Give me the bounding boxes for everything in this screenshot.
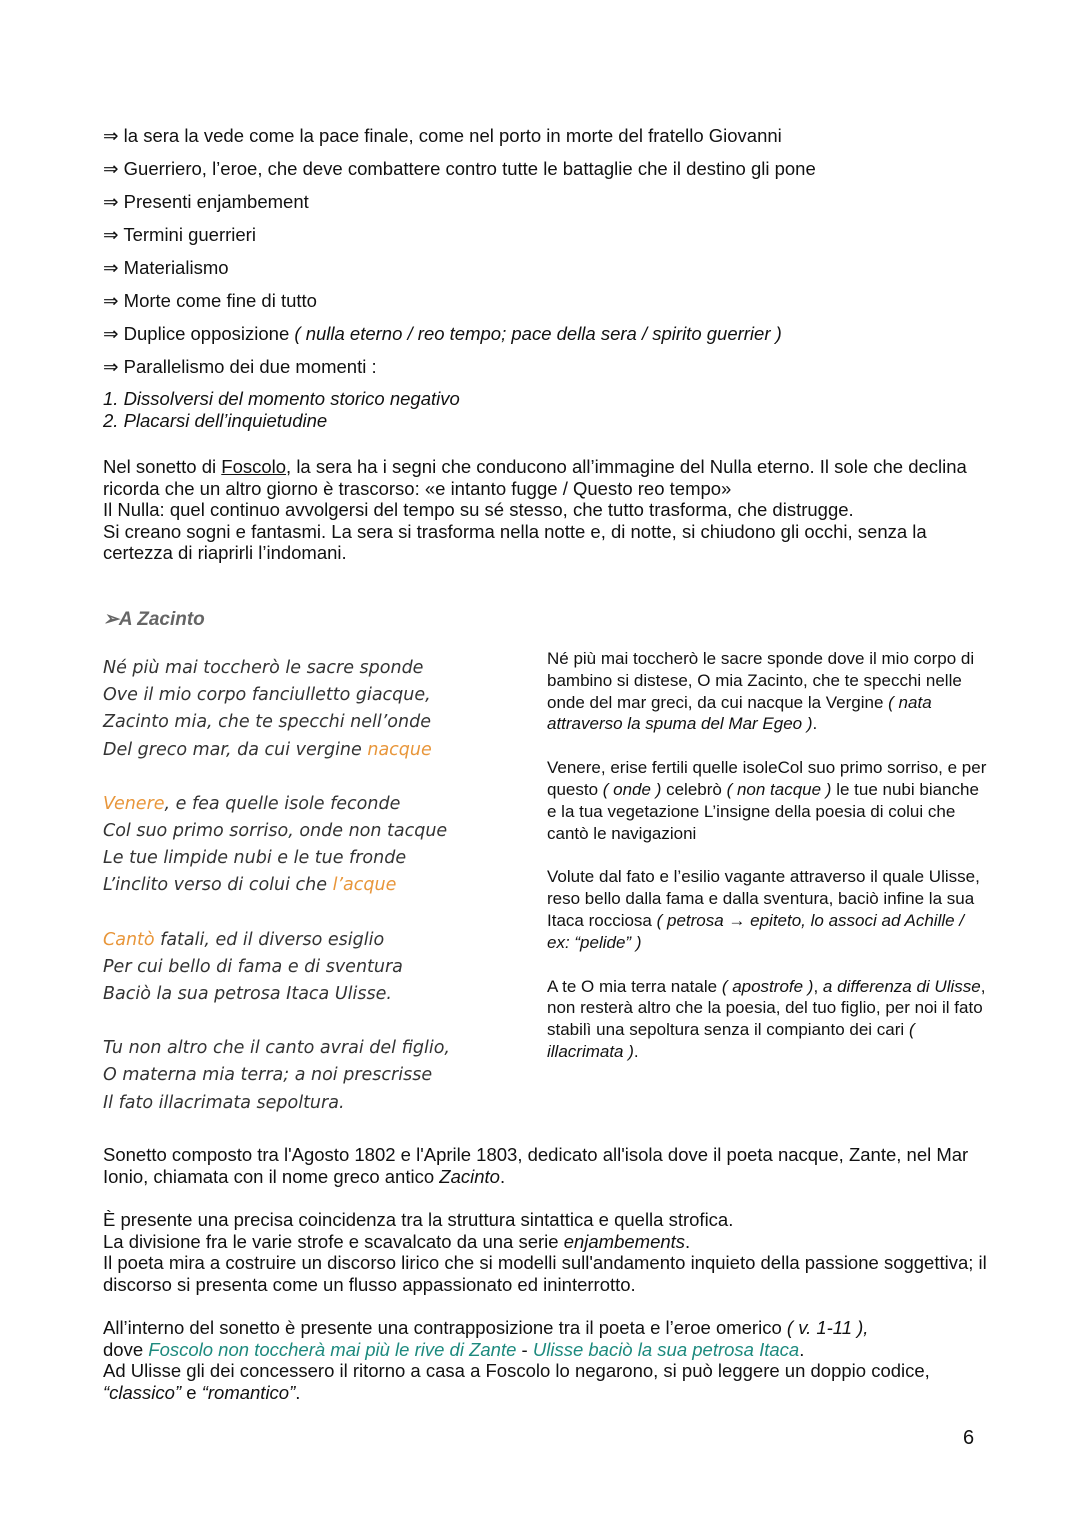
highlighted-word: Cantò bbox=[103, 929, 155, 950]
intro-paragraph bbox=[103, 456, 993, 564]
poem-line: Le tue limpide nubi e le tue fronde bbox=[103, 848, 407, 869]
bullet-text: Duplice opposizione bbox=[123, 323, 290, 344]
poem-stanza bbox=[103, 1035, 450, 1117]
paraphrase-stanza bbox=[547, 866, 987, 953]
analysis-text: dove bbox=[103, 1338, 149, 1360]
analysis-text: Il poeta mira a costruire un discorso lirico che si modelli sull'andamento inquieto della passione soggettiva; il discorso si presenta come un flusso appassionato ed ininterrotto. bbox=[103, 1252, 987, 1295]
paraphrase-text: . bbox=[812, 714, 818, 734]
analysis-text: La divisione fra le varie strofe e scavalcato da una serie bbox=[103, 1230, 564, 1252]
numbered-item: 2. Placarsi dell’inquietudine bbox=[103, 410, 328, 431]
poem-line bbox=[103, 791, 450, 818]
highlighted-word: nacque bbox=[367, 739, 432, 760]
poem-stanza bbox=[103, 791, 450, 900]
analysis-text: Sonetto composto tra l'Agosto 1802 e l'Aprile 1803, dedicato all'isola dove il poeta nacque, Zante, nel Mar Ionio, chiamata con il nome greco antico bbox=[103, 1144, 969, 1187]
arrow-icon: ⇒ bbox=[103, 125, 119, 146]
bullet-item bbox=[103, 290, 816, 323]
poem-line: Il fato illacrimata sepoltura. bbox=[103, 1092, 345, 1113]
arrow-icon: ⇒ bbox=[103, 323, 119, 344]
paraphrase-note: ( non tacque ) bbox=[726, 779, 832, 799]
bullet-text: la sera la vede come la pace finale, come nel porto in morte del fratello Giovanni bbox=[123, 125, 782, 146]
bullet-item bbox=[103, 224, 816, 257]
poem-text: , e fea quelle isole feconde bbox=[164, 793, 401, 814]
arrow-icon: ⇒ bbox=[103, 356, 119, 377]
poem-text: fatali, ed il diverso esiglio bbox=[154, 929, 385, 950]
bullet-text: Morte come fine di tutto bbox=[123, 290, 317, 311]
analysis-paragraph bbox=[103, 1144, 993, 1187]
bullet-item bbox=[103, 356, 816, 389]
analysis-text: . bbox=[295, 1381, 301, 1403]
poem-text: L’inclito verso di colui che bbox=[103, 875, 333, 896]
bullet-item bbox=[103, 125, 816, 158]
paraphrase-text: Né più mai toccherò le sacre sponde dove il mio corpo di bambino si distese, O mia Zacinto, che te specchi nelle onde del mar greci, da cui nacque la Vergine bbox=[547, 649, 975, 712]
paraphrase-text: , non resterà altro che la poesia, del tuo figlio, per noi il fato stabilì una sepoltura senza il compianto dei cari bbox=[547, 976, 986, 1040]
paraphrase bbox=[547, 648, 987, 1063]
poem-line: O materna mia terra; a noi prescrisse bbox=[103, 1065, 433, 1086]
bullet-item bbox=[103, 191, 816, 224]
analysis-text: . bbox=[685, 1230, 691, 1252]
analysis-emphasis: “romantico” bbox=[201, 1381, 296, 1403]
intro-text: Il Nulla: quel continuo avvolgersi del tempo su sé stesso, che tutto trasforma, che distrugge. bbox=[103, 499, 854, 520]
arrow-icon: ⇒ bbox=[103, 257, 119, 278]
analysis-emphasis: enjambements bbox=[563, 1230, 686, 1252]
teal-highlight: Foscolo non toccherà mai più le rive di Zante bbox=[148, 1338, 517, 1360]
analysis-emphasis: ( v. 1-11 ), bbox=[786, 1317, 869, 1338]
bullet-text: Termini guerrieri bbox=[123, 224, 256, 245]
paraphrase-text: Volute dal fato e l’esilio vagante attraverso il quale Ulisse, reso bello dalla fama e dalla sventura, baciò infine la sua Itaca rocciosa bbox=[547, 867, 980, 930]
arrow-icon: ⇒ bbox=[103, 191, 119, 212]
intro-text: , la sera ha i segni che conducono all’immagine del Nulla eterno. Il sole che declina ricorda che un altro giorno è trascorso: «e intanto fugge / Questo reo tempo» bbox=[103, 456, 967, 499]
poem bbox=[103, 655, 450, 1117]
paraphrase-text: . bbox=[633, 1041, 639, 1061]
numbered-list bbox=[103, 388, 460, 432]
paraphrase-text: le tue nubi bianche e la tua vegetazione L’insigne della poesia di colui che cantò le navigazioni bbox=[547, 779, 979, 843]
bullet-text: Guerriero, l’eroe, che deve combattere contro tutte le battaglie che il destino gli pone bbox=[123, 158, 816, 179]
paraphrase-note: ( onde ) bbox=[602, 779, 662, 799]
analysis-text: - bbox=[516, 1338, 533, 1360]
highlighted-word: Venere bbox=[103, 793, 165, 814]
paraphrase-text: A te O mia terra natale bbox=[547, 976, 722, 996]
analysis-text: . bbox=[799, 1338, 805, 1360]
paraphrase-stanza bbox=[547, 757, 987, 844]
poem-stanza bbox=[103, 655, 450, 764]
analysis-emphasis: Zacinto bbox=[439, 1165, 500, 1187]
analysis-text: All’interno del sonetto è presente una contrapposizione tra il poeta e l’eroe omerico bbox=[103, 1317, 787, 1338]
bullet-list bbox=[103, 125, 816, 389]
analysis-text: e bbox=[181, 1381, 202, 1403]
numbered-item: 1. Dissolversi del momento storico negativo bbox=[103, 388, 460, 409]
poem-line bbox=[103, 927, 450, 954]
paraphrase-text: , bbox=[813, 976, 823, 996]
paraphrase-text: celebrò bbox=[661, 779, 727, 799]
arrow-icon: ⇒ bbox=[103, 224, 119, 245]
poem-line: Zacinto mia, che te specchi nell’onde bbox=[103, 712, 431, 733]
poem-line: Tu non altro che il canto avrai del figlio, bbox=[103, 1038, 450, 1059]
page-number: 6 bbox=[963, 1427, 975, 1449]
analysis-paragraph bbox=[103, 1317, 993, 1403]
bullet-item bbox=[103, 158, 816, 191]
bullet-item bbox=[103, 257, 816, 290]
poem-text: Del greco mar, da cui vergine bbox=[103, 739, 368, 760]
bullet-text: Materialismo bbox=[123, 257, 229, 278]
intro-text: Nel sonetto di bbox=[103, 456, 222, 477]
poem-line: Per cui bello di fama e di sventura bbox=[103, 956, 403, 977]
poem-line: Baciò la sua petrosa Itaca Ulisse. bbox=[103, 984, 392, 1005]
paraphrase-note: ( illacrimata ) bbox=[547, 1020, 915, 1061]
paraphrase-note: ( petrosa → epiteto, lo associ ad Achille / ex: “pelide” ) bbox=[547, 910, 965, 952]
poem-stanza bbox=[103, 927, 450, 1009]
highlighted-word: l’acque bbox=[332, 875, 397, 896]
analysis-text: Ad Ulisse gli dei concessero il ritorno a casa a Foscolo lo negarono, si può leggere un doppio codice, bbox=[103, 1360, 930, 1381]
teal-highlight: Ulisse baciò la sua petrosa Itaca bbox=[532, 1338, 800, 1360]
foscolo-link[interactable]: Foscolo bbox=[221, 456, 287, 477]
paraphrase-note: a differenza di Ulisse bbox=[822, 976, 981, 996]
poem-line: Né più mai toccherò le sacre sponde bbox=[103, 658, 424, 678]
intro-text: Si creano sogni e fantasmi. La sera si trasforma nella notte e, di notte, si chiudono gli occhi, senza la certezza di riaprirli l’indomani. bbox=[103, 520, 927, 563]
paraphrase-note: ( apostrofe ) bbox=[721, 976, 814, 996]
poem-line: Col suo primo sorriso, onde non tacque bbox=[103, 821, 448, 842]
paraphrase-note: ( nata attraverso la spuma del Mar Egeo ) bbox=[547, 692, 932, 734]
bullet-text: Presenti enjambement bbox=[123, 191, 309, 212]
poem-line bbox=[103, 737, 450, 764]
poem-line: Ove il mio corpo fanciulletto giacque, bbox=[103, 685, 431, 706]
arrow-icon: ⇒ bbox=[103, 158, 119, 179]
bullet-note: ( nulla eterno / reo tempo; pace della sera / spirito guerrier ) bbox=[294, 323, 782, 344]
bullet-text: Parallelismo dei due momenti : bbox=[123, 356, 377, 377]
analysis-paragraph bbox=[103, 1209, 993, 1295]
paraphrase-stanza bbox=[547, 976, 987, 1063]
analysis-text: È presente una precisa coincidenza tra la struttura sintattica e quella strofica. bbox=[103, 1209, 734, 1230]
analysis-text: . bbox=[499, 1165, 506, 1187]
bullet-item bbox=[103, 323, 816, 356]
section-title: ➢A Zacinto bbox=[103, 609, 205, 630]
arrow-icon: ⇒ bbox=[103, 290, 119, 311]
paraphrase-stanza bbox=[547, 648, 987, 735]
paraphrase-text: Venere, erise fertili quelle isoleCol suo primo sorriso, e per questo bbox=[547, 758, 987, 799]
analysis bbox=[103, 1144, 993, 1403]
poem-line bbox=[103, 872, 450, 899]
analysis-emphasis: “classico” bbox=[103, 1381, 182, 1403]
